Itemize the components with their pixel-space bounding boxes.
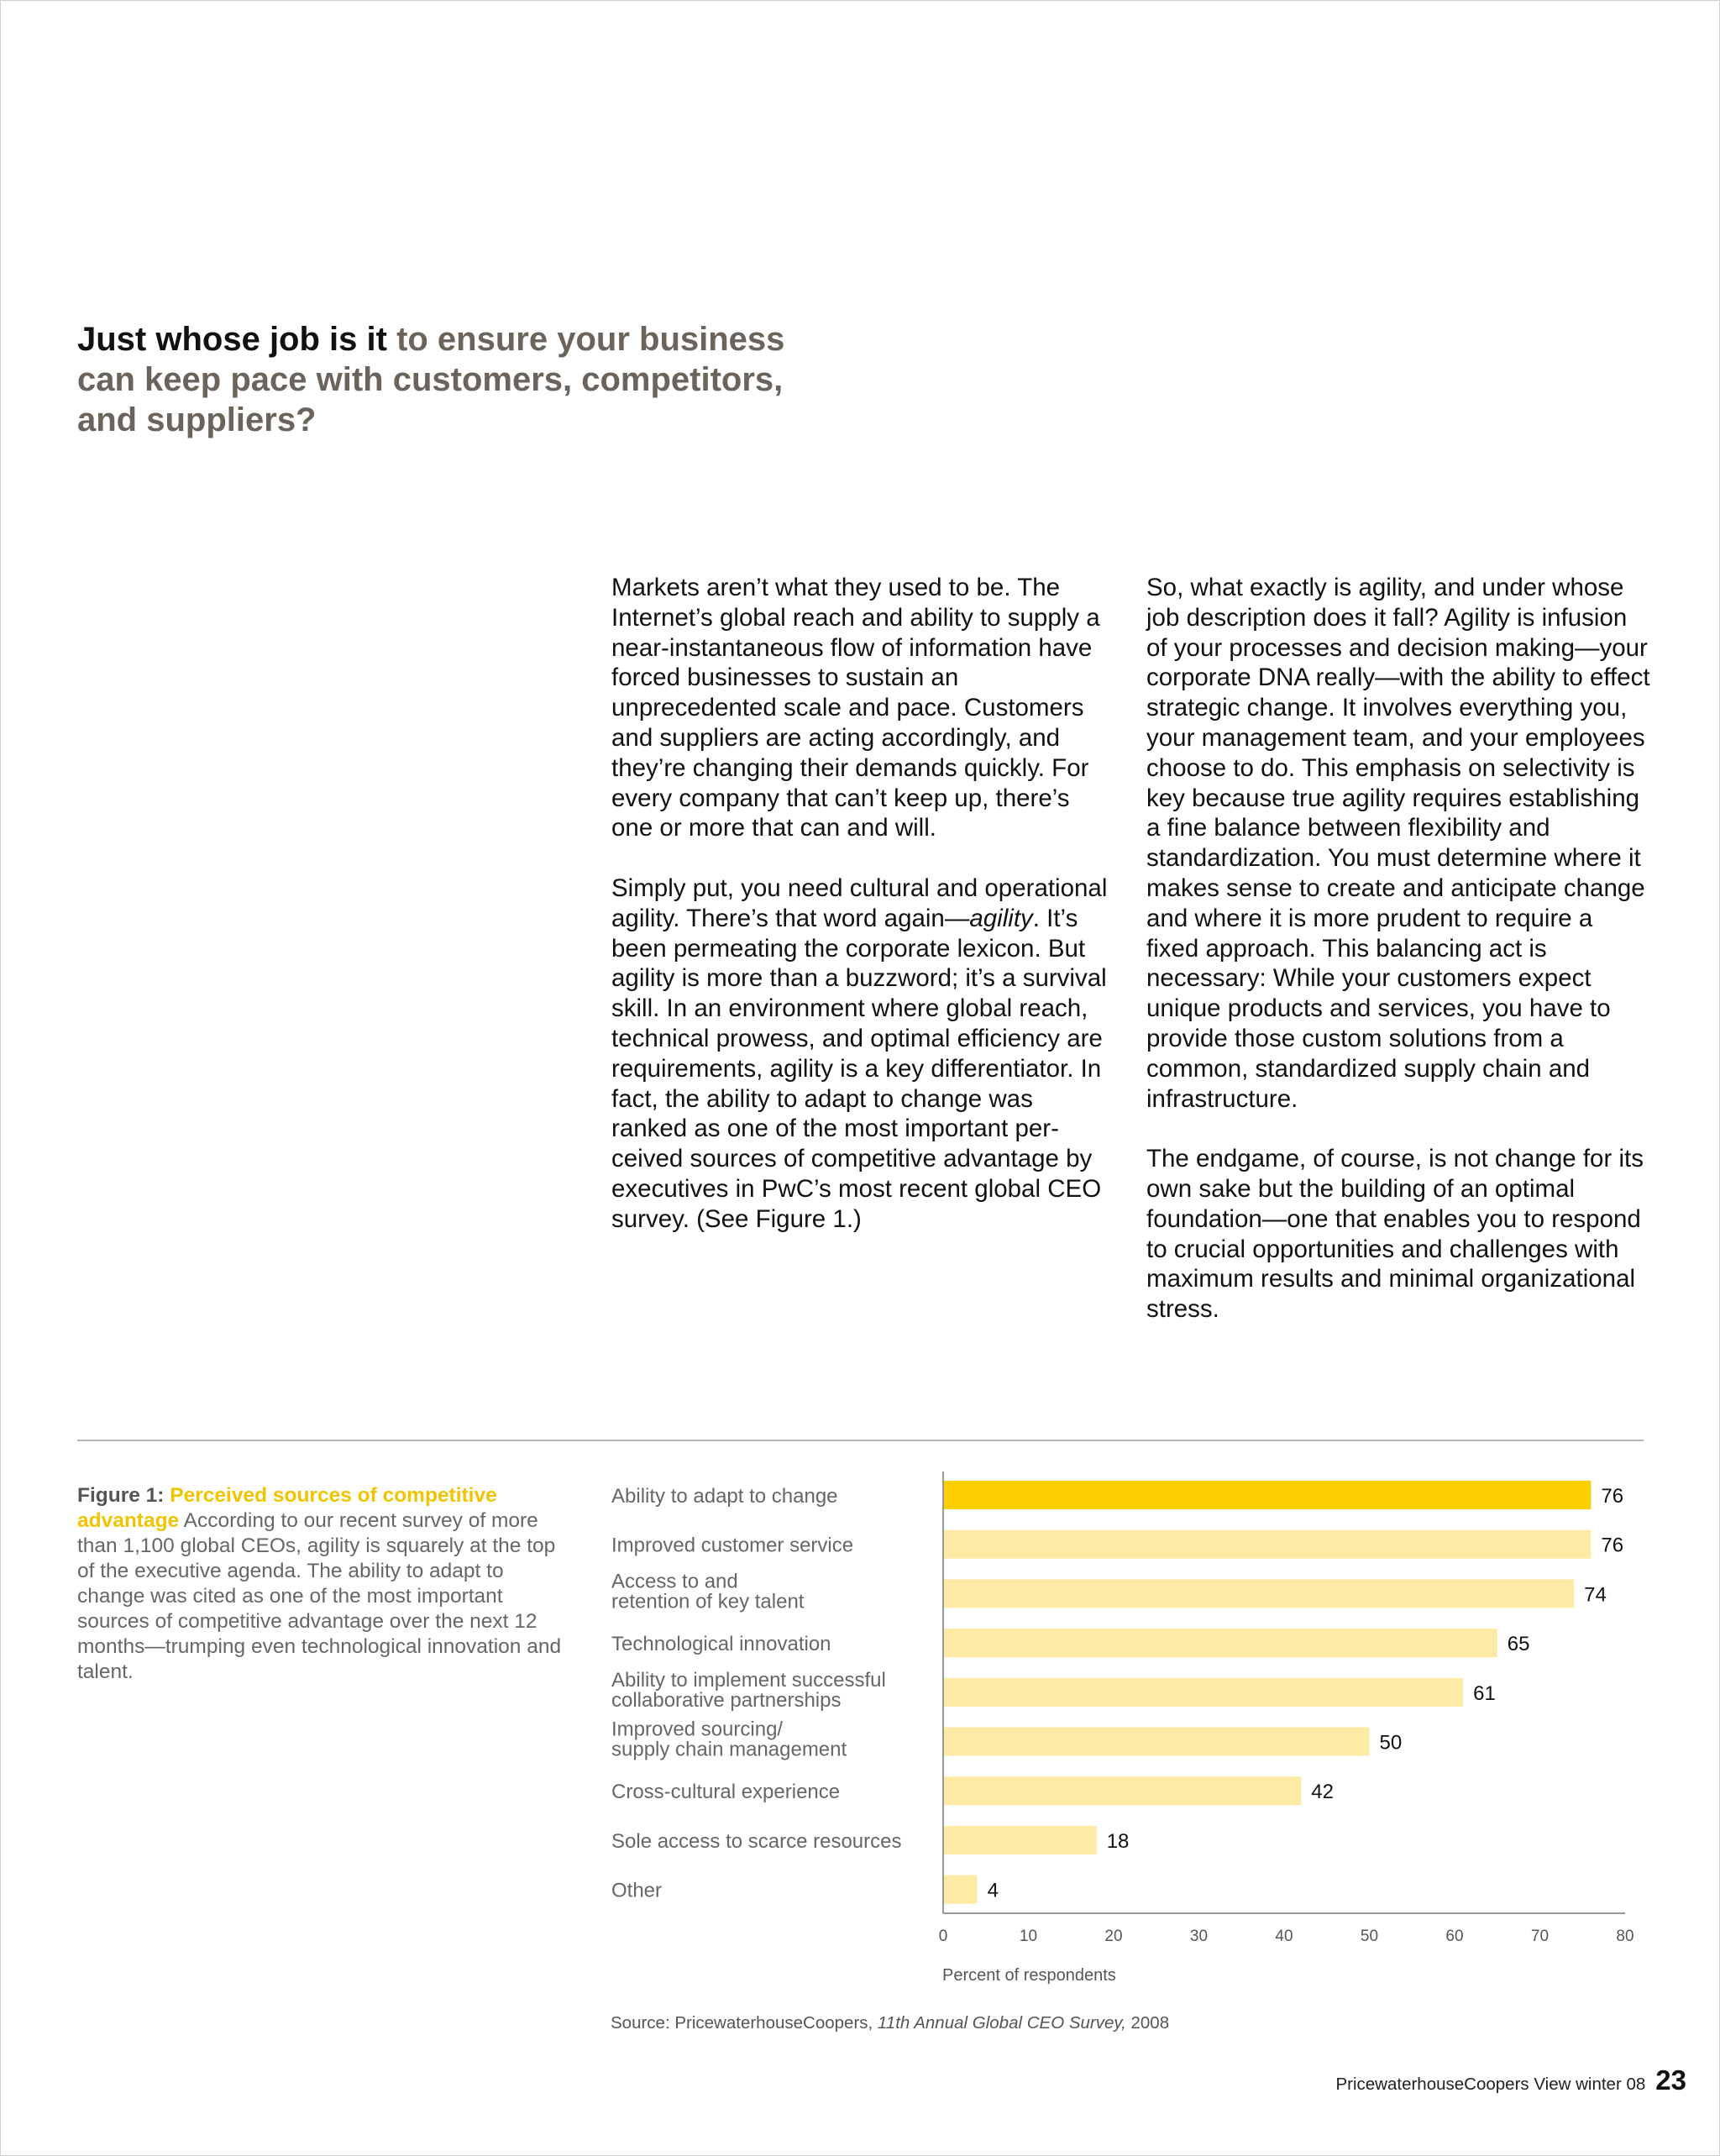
- category-label: Access to and: [611, 1570, 738, 1593]
- source-prefix: Source: PricewaterhouseCoopers,: [611, 2013, 878, 2033]
- data-label: 76: [1601, 1534, 1624, 1557]
- publication-name: PricewaterhouseCoopers View winter 08: [1335, 2075, 1646, 2094]
- paragraph: [611, 873, 1115, 1235]
- data-label: 65: [1507, 1633, 1530, 1656]
- category-label: supply chain management: [611, 1738, 847, 1761]
- paragraph: So, what exactly is agility, and under whose job description does it fall? Agility is infusion of your processes and decision making—your corporate DNA really—with the ability to effect strategic change. It involves everything you, your management team, and your employees choose to do. This emphasis on selectivity is key because true agility requires establishing a fine balance between flexibility and standardization. You must determine where it makes sense to create and anticipate change and where it is more prudent to require a fixed approach. This balancing act is necessary: While your customers expect unique products and services, you have to provide those custom solutions from a common, standardized supply chain and infrastructure.: [1146, 574, 1650, 1113]
- figure-title: Perceived sources of competitive advantage: [77, 1484, 497, 1532]
- data-label: 4: [987, 1879, 999, 1902]
- text-run: Simply put, you need cultural and operational agility. There’s that word again—: [611, 873, 1108, 932]
- data-label: 74: [1584, 1583, 1607, 1607]
- tick-label: 0: [938, 1928, 948, 1945]
- category-label: collaborative partnerships: [611, 1688, 842, 1712]
- text-run: . It’s been permeating the corporate lexicon. But agility is more than a buzzword; it’s a survival skill. In an environment where global reach, technical prowess, and optimal efficiency are requirements, agility is a key differentiator. In fact, the ability to adapt to change was ranked as one of the most important perceived sources of competitive advantage by executives in PwC’s most recent global CEO survey. (See Figure 1.): [611, 904, 1107, 1233]
- headline-rest: to ensure your business can keep pace with customers, competitors, and suppliers?: [77, 321, 785, 438]
- figure-caption: [77, 1483, 573, 1685]
- x-axis-label: Percent of respondents: [942, 1966, 1116, 1985]
- tick-label: 60: [1445, 1928, 1464, 1945]
- emphasis: agility: [969, 904, 1033, 932]
- divider: [77, 1440, 1644, 1441]
- category-label: Ability to adapt to change: [611, 1485, 838, 1508]
- figure-label: Figure 1:: [77, 1484, 165, 1507]
- source-title: 11th Annual Global CEO Survey,: [877, 2013, 1126, 2033]
- category-label: Sole access to scarce resources: [611, 1829, 902, 1853]
- body-column-2: [1146, 573, 1650, 1355]
- tick-label: 40: [1275, 1928, 1293, 1945]
- source-suffix: 2008: [1125, 2013, 1170, 2033]
- data-label: 42: [1311, 1781, 1335, 1804]
- data-label: 50: [1379, 1731, 1403, 1755]
- body-column-1: [611, 573, 1115, 1264]
- category-label: Improved customer service: [611, 1534, 854, 1557]
- tick-label: 10: [1019, 1928, 1038, 1945]
- category-label: Technological innovation: [611, 1633, 831, 1656]
- tick-label: 30: [1189, 1928, 1209, 1945]
- headline-lead: Just whose job is it: [77, 321, 387, 358]
- paragraph: The endgame, of course, is not change for its own sake but the building of an optimal foundation—one that enables you to respond to crucial opportunities and challenges with maximum results and minimal organizational stress.: [1146, 1145, 1644, 1324]
- data-label: 18: [1106, 1829, 1130, 1853]
- category-label: Ability to implement successful: [611, 1668, 886, 1692]
- page-number: 23: [1655, 2064, 1686, 2096]
- headline: [77, 319, 833, 440]
- figure-description: According to our recent survey of more than 1,100 global CEOs, agility is squarely at the top of the executive agenda. The ability to adapt to change was cited as one of the most important sources of competitive advantage over the next 12 months—trumping even technological innovation and talent.: [77, 1509, 562, 1683]
- tick-label: 70: [1530, 1928, 1550, 1945]
- tick-label: 50: [1360, 1928, 1379, 1945]
- category-label: Other: [611, 1879, 663, 1902]
- category-label: retention of key talent: [611, 1590, 805, 1613]
- data-label: 61: [1473, 1681, 1496, 1705]
- category-label: Cross-cultural experience: [611, 1781, 841, 1804]
- page-footer: [1335, 2064, 1686, 2096]
- tick-label: 20: [1104, 1928, 1123, 1945]
- tick-label: 80: [1616, 1928, 1634, 1945]
- source-note: [611, 2013, 1169, 2033]
- data-label: 76: [1601, 1485, 1624, 1508]
- category-label: Improved sourcing/: [611, 1718, 784, 1741]
- paragraph: Markets aren’t what they used to be. The Internet’s global reach and ability to supply a near-instantaneous flow of information have forced businesses to sustain an unprecedented scale and pace. Customers and suppliers are acting accordingly, and they’re changing their demands quickly. For every company that can’t keep up, there’s one or more that can and will.: [611, 574, 1100, 842]
